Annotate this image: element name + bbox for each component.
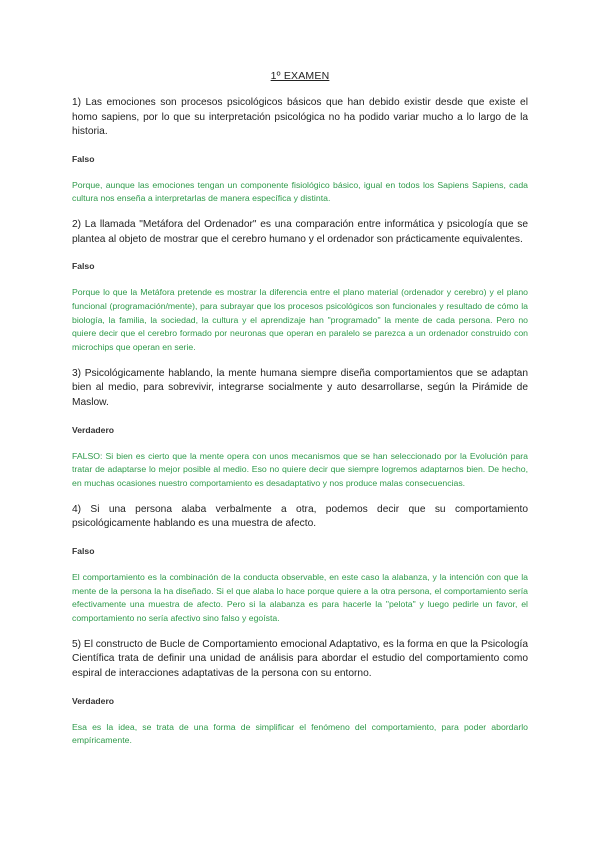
question-1: 1) Las emociones son procesos psicológicos básicos que han debido existir desde que existe el homo sapiens, por lo que su interpretación psicológica no ha podido variar mucho a lo largo de la historia. [72,97,528,138]
answer-2: Porque lo que la Metáfora pretende es mostrar la diferencia entre el plano material (ordenador y cerebro) y el plano funcional (programación/mente), para subrayar que los procesos psicológicos son funcionales y resultado de cómo la biología, la familia, la sociedad, la cultura y el aprendizaje han "programado" la mente de cada persona. Pero no quiere decir que el cerebro formado por neuronas que operan en paralelo se parezca a un ordenador construido con microchips que operan en serie. [72,287,528,353]
exam-title: 1º EXAMEN [270,70,330,82]
answer-1: Porque, aunque las emociones tengan un componente fisiológico básico, igual en todos los Sapiens Sapiens, cada cultura nos enseña a interpretarlas de manera específica y distinta. [72,179,528,204]
exam-item-3 [72,367,528,491]
exam-item-1 [72,96,528,206]
exam-item-5 [72,638,528,748]
question-4: 4) Si una persona alaba verbalmente a otra, podemos decir que su comportamiento psicológicamente hablando es una muestra de afecto. [72,503,528,530]
verdict-1: Falso [72,153,95,164]
verdict-3: Verdadero [72,424,115,435]
answer-3: FALSO: Si bien es cierto que la mente opera con unos mecanismos que se han seleccionado por la Evolución para tratar de adaptarse lo mejor posible al medio. Eso no quiere decir que siempre logremos adaptarnos bien. De hecho, en muchas ocasiones nuestro comportamiento es desadaptativo y nos produce malas consecuencias. [72,450,528,489]
question-5: 5) El constructo de Bucle de Comportamiento emocional Adaptativo, es la forma en que la Psicología Científica trata de definir una unidad de análisis para abordar el estudio del comportamiento como espiral de interacciones adaptativas de la persona con su entorno. [72,638,528,679]
document-page [72,70,528,760]
answer-5: Esa es la idea, se trata de una forma de simplificar el fenómeno del comportamiento, para poder abordarlo empíricamente. [72,721,528,746]
question-3: 3) Psicológicamente hablando, la mente humana siempre diseña comportamientos que se adaptan bien al medio, para sobrevivir, integrarse socialmente y auto desarrollarse, según la Pirámide de Maslow. [72,367,528,409]
verdict-5: Verdadero [72,695,115,706]
verdict-2: Falso [72,261,95,272]
verdict-4: Falso [72,545,95,556]
exam-item-2 [72,218,528,355]
question-2: 2) La llamada "Metáfora del Ordenador" es una comparación entre informática y psicología que se plantea al objeto de mostrar que el cerebro humano y el ordenador son prácticamente equivalentes. [72,219,528,245]
exam-item-4 [72,503,528,626]
answer-4: El comportamiento es la combinación de la conducta observable, en este caso la alabanza, y la intención con que la mente de la persona la ha diseñado. Si el que alaba lo hace porque quiere a la otra persona, el comportamiento sería efectivamente una muestra de afecto. Pero si la alabanza es para hacerle la "pelota" y luego pedirle un favor, el comportamiento no sería afectivo sino falso y egoísta. [72,571,528,624]
